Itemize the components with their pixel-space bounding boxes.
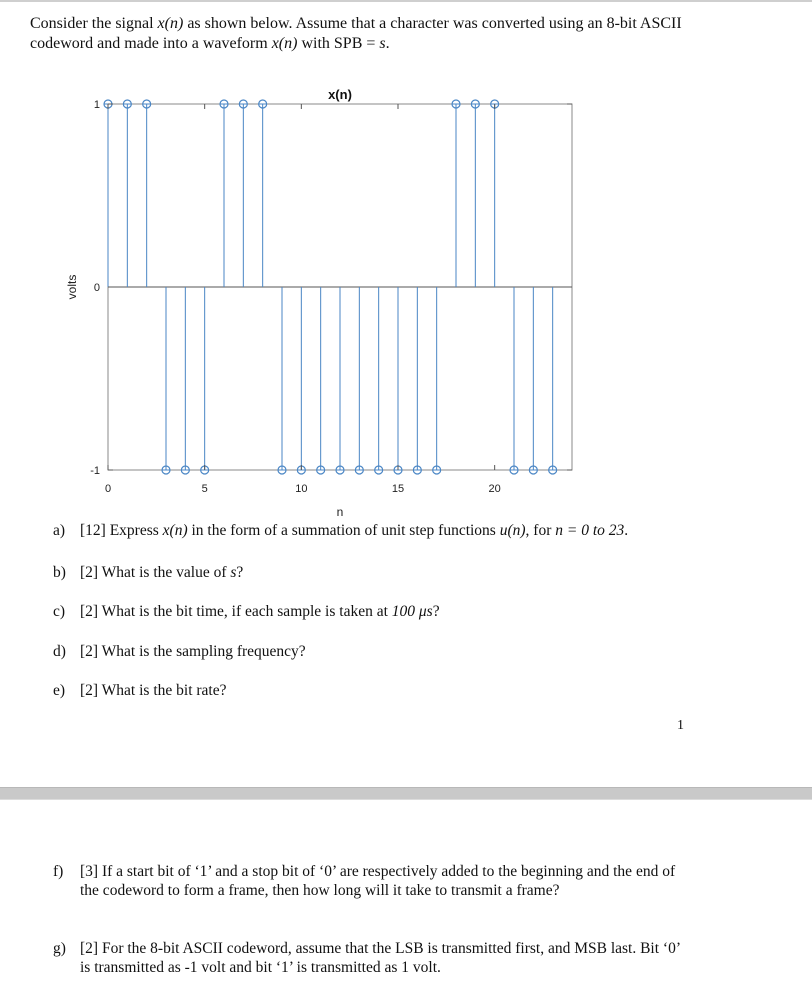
y-tick-label: -1 — [90, 465, 100, 477]
y-tick-label: 1 — [93, 99, 100, 111]
y-tick-label: 0 — [93, 282, 100, 294]
x-tick-label: 5 — [201, 483, 208, 495]
question-d: d) [2] What is the sampling frequency? — [53, 643, 306, 660]
question-a: a) [12] Express x(n) in the form of a summation of unit step functions u(n), for n = 0 to 23. — [53, 522, 629, 539]
intro-line-1: Consider the signal x(n) as shown below. Assume that a character was converted using an 8-bit ASCII — [30, 15, 682, 32]
question-c: c) [2] What is the bit time, if each sample is taken at 100 μs? — [53, 603, 440, 620]
question-b: b) [2] What is the value of s? — [53, 564, 244, 581]
y-axis-label: volts — [65, 274, 79, 300]
x-axis-label: n — [336, 505, 344, 519]
question-e: e) [2] What is the bit rate? — [53, 682, 227, 699]
x-tick-label: 0 — [104, 483, 112, 495]
question-g: g) [2] For the 8-bit ASCII codeword, assume that the LSB is transmitted first, and MSB last. Bit ‘0’ is transmitted as -1 volt and bit ‘1’ is transmitted as 1 volt. — [53, 940, 681, 976]
plot-title: x(n) — [328, 87, 352, 102]
x-tick-label: 15 — [391, 483, 405, 495]
page-number: 1 — [677, 718, 684, 733]
page-separator — [0, 787, 812, 800]
question-f: f) [3] If a start bit of ‘1’ and a stop bit of ‘0’ are respectively added to the beginning and the end of the codeword to form a frame, then how long will it take to transmit a frame? — [53, 863, 676, 899]
x-tick-label: 10 — [295, 483, 308, 495]
intro-line-2: codeword and made into a waveform x(n) with SPB = s. — [30, 35, 390, 52]
page-2 — [0, 800, 812, 996]
x-tick-label: 20 — [488, 483, 501, 495]
